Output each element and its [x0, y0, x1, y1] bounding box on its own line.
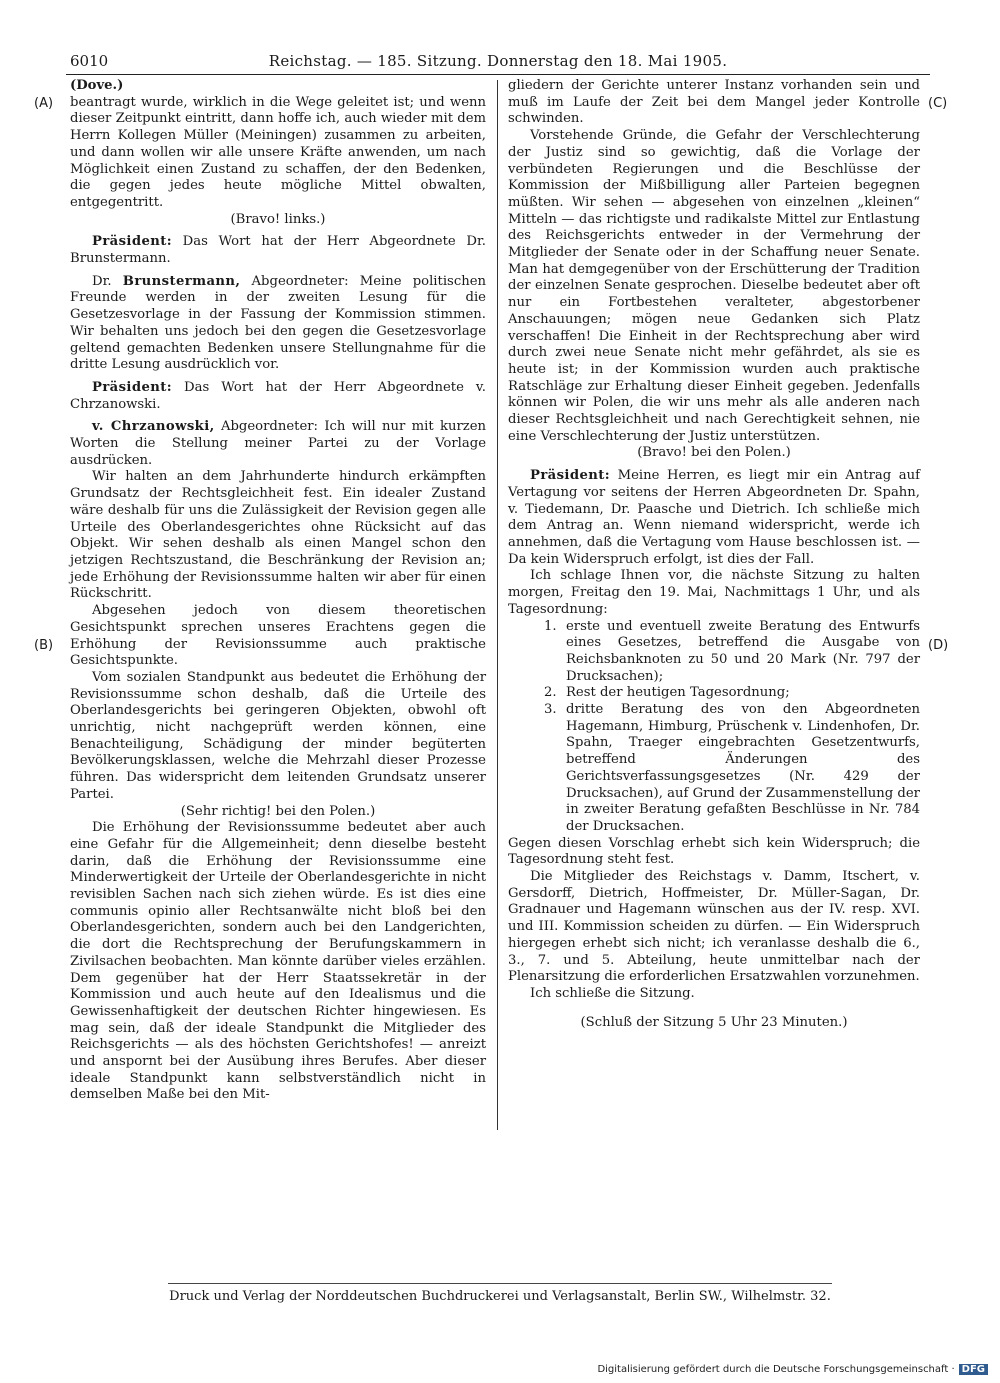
- agenda-text: erste und eventuell zweite Beratung des Entwurfs eines Gesetzes, betreffend die Ausgabe von Reichsbanknoten zu 50 und 20 Mark (Nr. 797 der Drucksachen);: [566, 618, 920, 684]
- header-rule: [66, 74, 930, 75]
- footer-rule: [168, 1283, 832, 1284]
- agenda-list: [508, 619, 920, 836]
- speech-text: Meine Herren, es liegt mir ein Antrag auf Vertagung vor seitens der Herren Abgeordneten Dr. Spahn, v. Tiedemann, Dr. Paasche und Dietrich. Ich schließe mich dem Antrag an. Wenn niemand widerspricht, werde ich annehmen, daß die Vertagung vom Hause beschlossen ist. — Da kein Widerspruch erfolgt, ist dies der Fall.: [508, 468, 920, 567]
- interjection: (Bravo! links.): [230, 211, 326, 227]
- speaker-prefix: Dr.: [92, 273, 123, 289]
- paragraph: Die Erhöhung der Revisionssumme bedeutet aber auch eine Gefahr für die Allgemeinheit; denn dieselbe besteht darin, daß die Erhöhung der Revisionssumme eine Minderwertigkeit der Urteile der Oberlandesgerichte in nicht revisiblen Sachen nach sich ziehen würde. Es ist dies eine communis opinio aller Rechtsanwälte nicht bloß bei den Oberlandesgerichten, sondern auch bei den Landgerichten, die dort die Rechtsprechung der Berufungskammern in Zivilsachen beobachten. Man könnte darüber vieles erzählen. Dem gegenüber hat der Herr Staatssekretär in der Kommission und auch heute auf den Idealismus und die Gewissenhaftigkeit der deutschen Richter hingewiesen. Es mag sein, daß der ideale Standpunkt die Mitglieder des Reichsgerichts — als des höchsten Gerichtshofes! — anreizt und anspornt bei der Ausübung ihres Berufes. Aber dieser ideale Standpunkt kann selbstverständlich nicht in demselben Maße bei den Mit-: [70, 820, 486, 1103]
- paragraph: beantragt wurde, wirklich in die Wege geleitet ist; und wenn dieser Zeitpunkt eintritt, dann hoffe ich, auch wieder mit dem Herrn Kollegen Müller (Meiningen) zusammen zu arbeiten, und dann wollen wir alle unsere Kräfte anwenden, um nach Möglichkeit einen Zustand zu schaffen, der den Bedenken, die gegen jedes heute mögliche Mittel obwalten, entgegentritt.: [70, 94, 486, 210]
- margin-marker-c: (C): [928, 96, 948, 111]
- agenda-text: dritte Beratung des von den Abgeordneten Hagemann, Himburg, Prüschenk v. Lindenhofen, Dr. Spahn, Traeger eingebrachten Gesetzentwurfs, betreffend Änderungen des Gerichtsverfassungsgesetzes (Nr. 429 der Drucksachen), auf Grund der Zusammenstellung der in zweiter Beratung gefaßten Beschlüsse in Nr. 784 der Drucksachen.: [566, 702, 920, 834]
- paragraph: Ich schließe die Sitzung.: [530, 985, 695, 1001]
- page-number: 6010: [70, 52, 109, 70]
- speaker-tag: (Dove.): [70, 78, 124, 93]
- digitization-text: Digitalisierung gefördert durch die Deutsche Forschungsgemeinschaft ·: [597, 1364, 955, 1375]
- digitization-note: [597, 1364, 988, 1375]
- margin-marker-a: (A): [34, 96, 54, 111]
- speaker-name: v. Chrzanowski,: [92, 419, 215, 435]
- paragraph: Vom sozialen Standpunkt aus bedeutet die Erhöhung der Revisionssumme schon deshalb, daß die Urteile des Oberlandesgerichts bei geringeren Objekten, obwohl oft unrichtig, nicht nachgeprüft werden können, eine Benachteiligung, Schädigung der minder begüterten Bevölkerungsklassen, welche die Mehrzahl dieser Prozesse führen. Das widerspricht dem leitenden Grundsatz unserer Partei.: [70, 669, 486, 802]
- margin-marker-d: (D): [928, 638, 949, 653]
- agenda-item: [508, 685, 920, 702]
- speech-text: Das Wort hat der Herr Abgeordnete Dr. Brunstermann.: [70, 234, 486, 267]
- imprint: Druck und Verlag der Norddeutschen Buchdruckerei und Verlagsanstalt, Berlin SW., Wilhelmstr. 32.: [169, 1289, 831, 1304]
- page-header: [70, 52, 926, 72]
- paragraph-president: [508, 468, 920, 568]
- session-closing: (Schluß der Sitzung 5 Uhr 23 Minuten.): [580, 1014, 848, 1030]
- agenda-item: [508, 619, 920, 686]
- paragraph: Wir halten an dem Jahrhunderte hindurch erkämpften Grundsatz der Rechtsgleichheit fest. Ein idealer Zustand wäre deshalb für uns die Zulässigkeit der Revision gegen alle Urteile des Oberlandesgerichtes ohne Rücksicht auf das Objekt. Wir sehen deshalb als einen Mangel schon den jetzigen Rechtszustand, die Beschränkung der Revision an; jede Erhöhung der Revisionssumme halten wir aber für einen Rückschritt.: [70, 469, 486, 602]
- paragraph-brunstermann: [70, 274, 486, 374]
- margin-marker-b: (B): [34, 638, 54, 653]
- column-divider: [497, 80, 498, 1130]
- right-column: [508, 78, 920, 1031]
- paragraph: Die Mitglieder des Reichstags v. Damm, Itschert, v. Gersdorff, Dietrich, Hoffmeister, Dr. Müller-Sagan, Dr. Gradnauer und Hagemann wünschen aus der IV. resp. XVI. und III. Kommission scheiden zu dürfen. — Ein Widerspruch hiergegen erhebt sich nicht; ich veranlasse deshalb die 6., 3., 7. und 5. Abteilung, heute unmittelbar nach der Plenarsitzung die erforderlichen Ersatzwahlen vorzunehmen.: [508, 869, 920, 985]
- agenda-item: [508, 702, 920, 836]
- speech-text: Abgeordneter: Ich will nur mit kurzen Worten die Stellung meiner Partei zu der Vorlage ausdrücken.: [70, 419, 487, 468]
- paragraph-chrzanowski: [70, 419, 486, 469]
- left-column: [70, 78, 486, 1104]
- speech-text: Das Wort hat der Herr Abgeordnete v. Chrzanowski.: [70, 379, 486, 412]
- paragraph: Ich schlage Ihnen vor, die nächste Sitzung zu halten morgen, Freitag den 19. Mai, Nachmittags 1 Uhr, und als Tagesordnung:: [508, 568, 920, 617]
- paragraph: gliedern der Gerichte unterer Instanz vorhanden sein und muß im Laufe der Zeit bei dem Mangel jeder Kontrolle schwinden.: [508, 78, 920, 127]
- interjection: (Sehr richtig! bei den Polen.): [180, 803, 376, 819]
- paragraph-president: [70, 380, 486, 413]
- paragraph-president: [70, 234, 486, 267]
- agenda-number: 1.: [544, 618, 557, 634]
- agenda-number: 3.: [544, 702, 557, 718]
- agenda-number: 2.: [544, 685, 557, 701]
- interjection: (Bravo! bei den Polen.): [637, 445, 791, 461]
- paragraph: Gegen diesen Vorschlag erhebt sich kein Widerspruch; die Tagesordnung steht fest.: [508, 835, 920, 868]
- running-title: Reichstag. — 185. Sitzung. Donnerstag den 18. Mai 1905.: [268, 52, 728, 70]
- speaker-name: Brunstermann,: [122, 273, 241, 289]
- agenda-text: Rest der heutigen Tagesordnung;: [566, 685, 790, 701]
- speech-text: Abgeordneter: Meine politischen Freunde werden in der zweiten Lesung für die Gesetzesvorlage in der Fassung der Kommission stimmen. Wir behalten uns jedoch bei den gegen die Gesetzesvorlage geltend gemachten Bedenken unsere Stellungnahme für die dritte Lesung ausdrücklich vor.: [70, 273, 486, 373]
- speaker-name: Präsident:: [92, 379, 173, 395]
- speaker-name: Präsident:: [530, 468, 611, 484]
- speaker-name: Präsident:: [92, 234, 173, 250]
- paragraph: Abgesehen jedoch von diesem theoretischen Gesichtspunkt sprechen unseres Erachtens gegen die Erhöhung der Revisionssumme auch praktische Gesichtspunkte.: [70, 603, 486, 669]
- paragraph: Vorstehende Gründe, die Gefahr der Verschlechterung der Justiz sind so gewichtig, daß die Vorlage der verbündeten Regierungen und die Beschlüsse der Kommission der Mißbilligung aller Parteien begegnen müßten. Wir sehen — abgesehen von einzelnen „kleinen“ Mitteln — das richtigste und radikalste Mittel zur Entlastung des Reichsgerichts entweder in der Vermehrung der Mitglieder der Senate oder in der Schaffung neuer Senate. Man hat demgegenüber von der Erschütterung der Tradition der einzelnen Senate gesprochen. Dieselbe bedeutet aber oft nur ein Fortbestehen veralteter, abgestorbener Anschauungen; mögen neue Gedanken sich Platz verschaffen! Die Einheit in der Rechtsprechung aber wird durch zwei neue Senate nicht mehr gefährdet, als sie es heute ist; in der Kommission wurden auch praktische Ratschläge zur Erhaltung dieser Einheit gegeben. Jedenfalls können wir Polen, die wir uns mehr als alle anderen nach dieser Rechtsgleichheit und nach Gerechtigkeit sehnen, nie eine Verschlechterung der Justiz unterstützen.: [508, 128, 920, 444]
- dfg-logo: DFG: [959, 1364, 988, 1375]
